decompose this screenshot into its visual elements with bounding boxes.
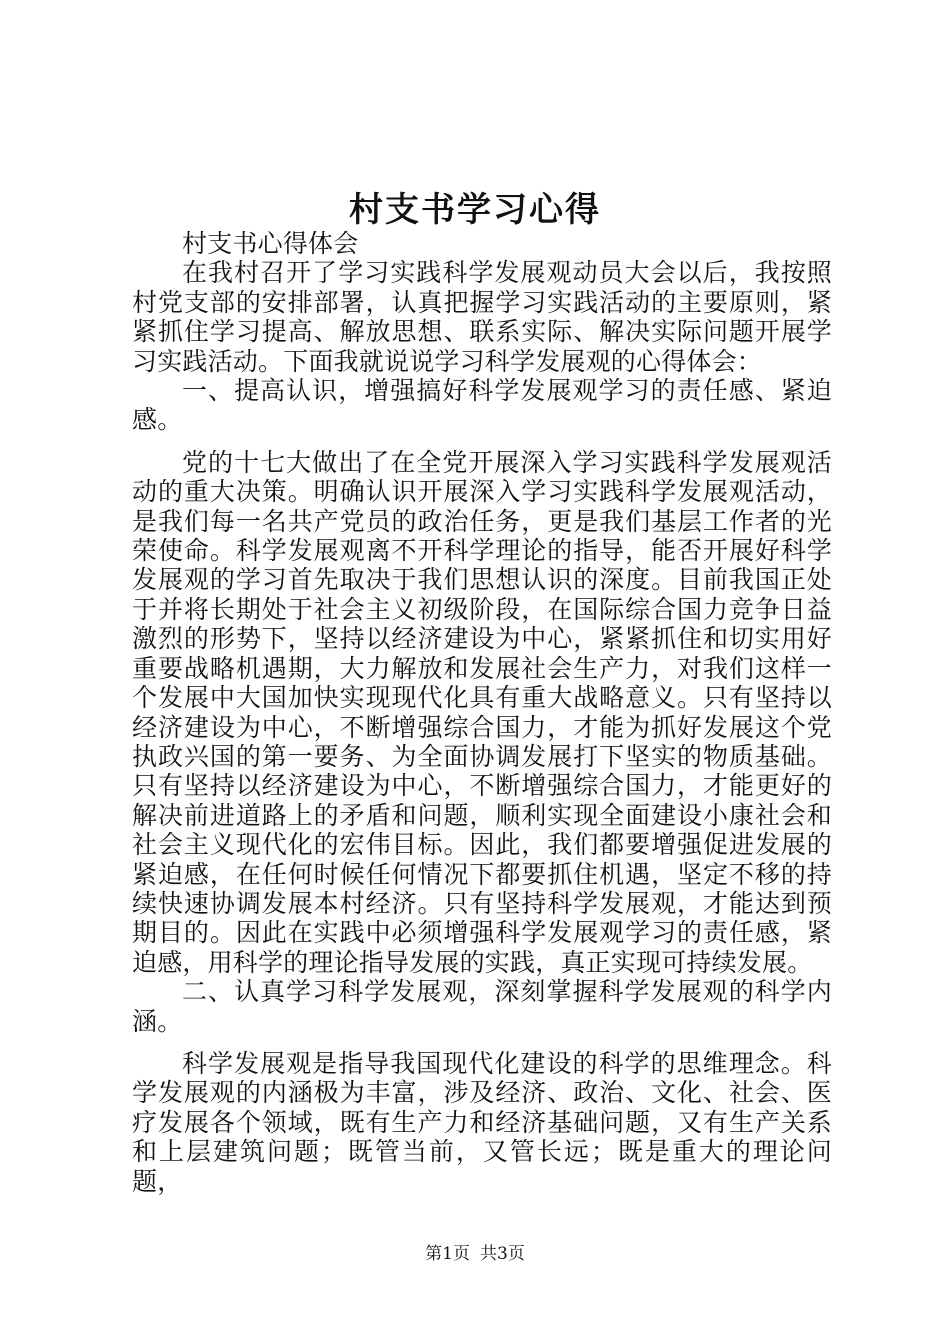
section-heading-1: 一、提高认识，增强搞好科学发展观学习的责任感、紧迫感。 [132,376,832,435]
paragraph-section-1: 党的十七大做出了在全党开展深入学习实践科学发展观活动的重大决策。明确认识开展深入学习实践科学发展观活动，是我们每一名共产党员的政治任务，更是我们基层工作者的光荣使命。科学发展观离不开科学理论的指导，能否开展好科学发展观的学习首先取决于我们思想认识的深度。目前我国正处于并将长期处于社会主义初级阶段，在国际综合国力竞争日益激烈的形势下，坚持以经济建设为中心，紧紧抓住和切实用好重要战略机遇期，大力解放和发展社会生产力，对我们这样一个发展中大国加快实现现代化具有重大战略意义。只有坚持以经济建设为中心，不断增强综合国力，才能为抓好发展这个党执政兴国的第一要务、为全面协调发展打下坚实的物质基础。只有坚持以经济建设为中心，不断增强综合国力，才能更好的解决前进道路上的矛盾和问题，顺利实现全面建设小康社会和社会主义现代化的宏伟目标。因此，我们都要增强促进发展的紧迫感，在任何时候任何情况下都要抓住机遇，坚定不移的持续快速协调发展本村经济。只有坚持科学发展观，才能达到预期目的。因此在实践中必须增强科学发展观学习的责任感，紧迫感，用科学的理论指导发展的实践，真正实现可持续发展。 [132,447,832,977]
page-number: 第1页 [425,1244,470,1264]
document-title: 村支书学习心得 [349,190,601,230]
paragraph-intro: 在我村召开了学习实践科学发展观动员大会以后，我按照村党支部的安排部署，认真把握学习实践活动的主要原则，紧紧抓住学习提高、解放思想、联系实际、解决实际问题开展学习实践活动。下面我就说说学习科学发展观的心得体会： [132,258,832,376]
paragraph-section-2: 科学发展观是指导我国现代化建设的科学的思维理念。科学发展观的内涵极为丰富，涉及经济、政治、文化、社会、医疗发展各个领域，既有生产力和经济基础问题，又有生产关系和上层建筑问题；既管当前，又管长远；既是重大的理论问题， [132,1048,832,1196]
page-footer [0,1243,950,1265]
document-body [132,229,832,1196]
page-total: 共3页 [480,1244,525,1264]
section-heading-2: 二、认真学习科学发展观，深刻掌握科学发展观的科学内涵。 [132,977,832,1036]
paragraph-subtitle: 村支书心得体会 [182,229,359,258]
